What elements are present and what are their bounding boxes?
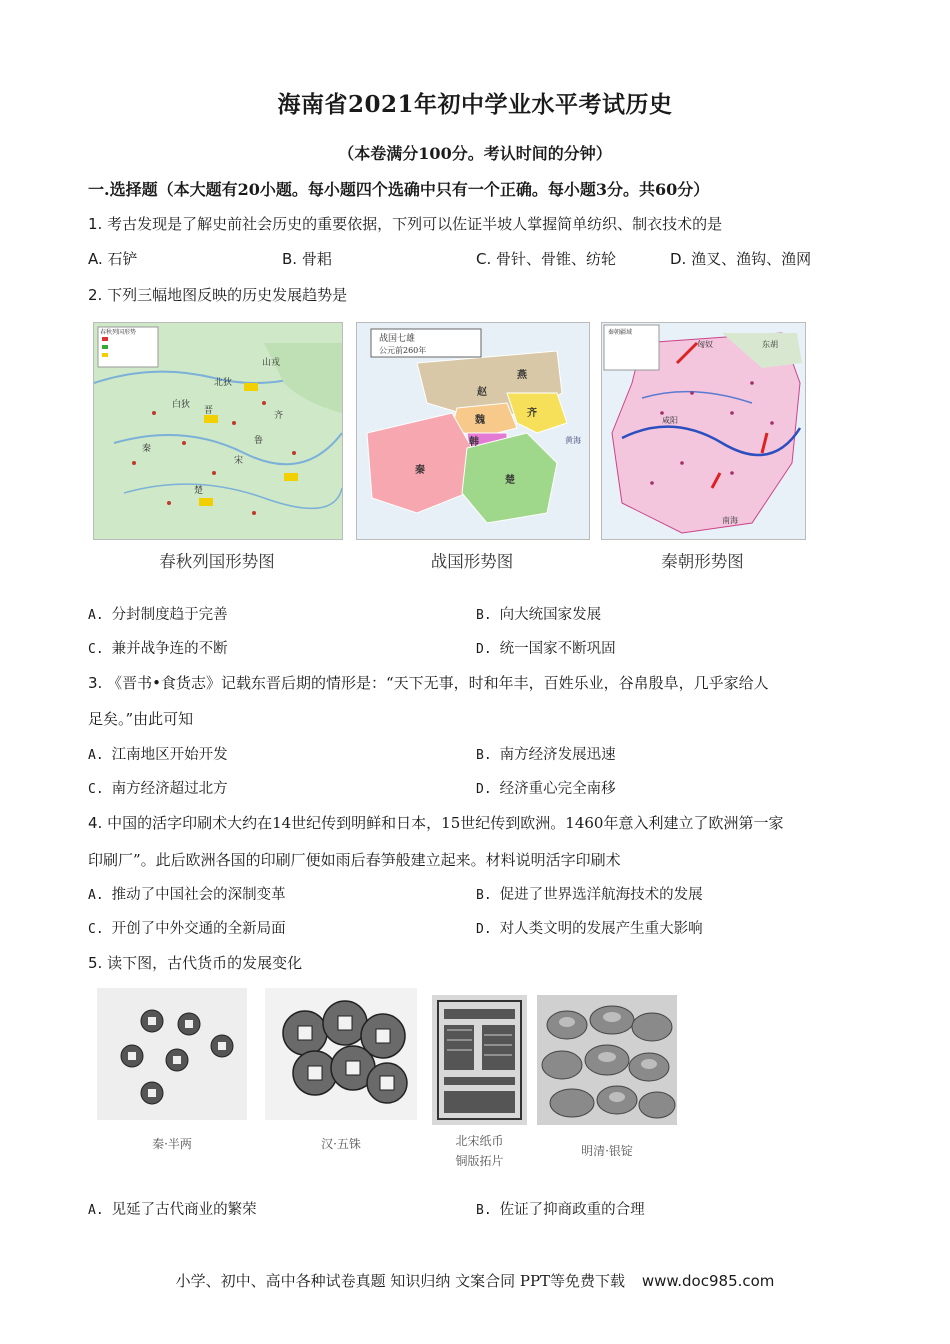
map-warring-states-image	[357, 323, 589, 539]
map2-label: 韩	[469, 437, 479, 448]
map3-label: 南海	[722, 516, 738, 525]
silver-ingot-image-art	[537, 995, 677, 1125]
coin-caption: 汉·五铢	[321, 1137, 361, 1151]
map3-label: 匈奴	[697, 340, 713, 349]
exam-subtitle: （本卷满分100分。考认时间的分钟）	[338, 144, 612, 163]
q1-option-b: B. 骨耜	[282, 250, 332, 268]
footer-text: 小学、初中、高中各种试卷真题 知识归纳 文案合同 PPT等免费下载	[175, 1272, 626, 1290]
paper-money-caption-line1: 北宋纸币	[455, 1134, 504, 1148]
page-footer	[0, 1270, 950, 1291]
question-4-continued: 印刷厂”。此后欧洲各国的印刷厂便如雨后春笋般建立起来。材料说明活字印刷术	[88, 851, 621, 869]
map2-label: 楚	[505, 475, 515, 486]
map1-label: 晋	[204, 406, 214, 416]
coin-caption: 秦·半两	[152, 1137, 192, 1151]
q1-option-c: C. 骨针、骨锥、纺轮	[476, 250, 617, 268]
coin-image-qin	[97, 988, 247, 1120]
coin-image-han	[265, 988, 417, 1120]
map2-label: 秦	[415, 465, 425, 476]
map2-label: 魏	[475, 415, 485, 426]
question-3: 3. 《晋书•食货志》记载东晋后期的情形是：“天下无事，时和年丰，百姓乐业，谷帛殷阜，几乎家给人	[88, 674, 769, 692]
map1-label: 鲁	[254, 436, 264, 446]
question-3-continued: 足矣。”由此可知	[88, 710, 194, 728]
map2-label: 赵	[477, 387, 487, 398]
q3-option-a: A. 江南地区开始开发	[88, 747, 228, 763]
map2-label: 齐	[527, 408, 537, 419]
map3-label: 东胡	[762, 340, 778, 349]
map1-label: 北狄	[214, 378, 233, 388]
paper-money-image	[432, 995, 527, 1125]
map1-label: 山戎	[262, 358, 281, 368]
map-caption: 战国形势图	[430, 552, 514, 571]
question-4: 4. 中国的活字印刷术大约在14世纪传到明鲜和日本，15世纪传到欧洲。1460年意入利建立了欧洲第一家	[88, 814, 784, 832]
section-heading: 一.选择题（本大题有20小题。每小题四个选确中只有一个正确。每小题3分。共60分）	[88, 180, 710, 199]
coin-caption: 明清·银锭	[581, 1144, 633, 1158]
map2-label: 燕	[517, 370, 527, 381]
paper-money-caption-line2: 铜版拓片	[455, 1154, 504, 1168]
map1-label: 白狄	[172, 400, 191, 410]
paper-money-song-image	[432, 995, 527, 1125]
map2-inner-subtitle: 公元前260年	[379, 346, 427, 355]
exam-title: 海南省2021年初中学业水平考试历史	[277, 91, 673, 118]
map1-inner-title: 春秋列国形势	[100, 329, 137, 336]
coin-han-image	[265, 988, 417, 1120]
silver-ingot-image	[537, 995, 677, 1125]
q4-option-a: A. 推动了中国社会的深制变革	[88, 887, 286, 903]
map-spring-autumn-image	[94, 323, 342, 539]
q2-option-a: A. 分封制度趋于完善	[88, 607, 228, 623]
question-1	[88, 213, 722, 234]
q2-option-d: D. 统一国家不断巩固	[476, 641, 616, 657]
q4-option-d: D. 对人类文明的发展产生重大影响	[476, 921, 703, 937]
q1-option-d: D. 渔叉、渔钩、渔网	[670, 250, 812, 268]
q3-option-c: C. 南方经济超过北方	[88, 781, 228, 797]
q2-option-c: C. 兼并战争连的不断	[88, 641, 228, 657]
q2-option-b: B. 向大统国家发展	[476, 607, 602, 623]
q3-option-b: B. 南方经济发展迅速	[476, 747, 616, 763]
map3-inner-title: 秦朝疆域	[608, 329, 633, 336]
question-5: 5. 读下图，古代货币的发展变化	[88, 954, 303, 972]
question-number: 1.	[88, 215, 103, 233]
map-caption: 春秋列国形势图	[159, 552, 275, 571]
map-spring-autumn	[93, 322, 343, 540]
map1-label: 宋	[234, 456, 244, 466]
q1-option-a: A. 石铲	[88, 250, 138, 268]
map2-inner-title: 战国七雄	[379, 334, 416, 344]
map-warring-states	[356, 322, 590, 540]
q4-option-b: B. 促进了世界选洋航海技术的发展	[476, 887, 703, 903]
map2-sea-label: 黄海	[565, 436, 581, 445]
map1-label: 齐	[274, 411, 284, 421]
q3-option-d: D. 经济重心完全南移	[476, 781, 616, 797]
map-qin-dynasty-image	[602, 323, 805, 539]
footer-link[interactable]: www.doc985.com	[641, 1272, 775, 1290]
coin-qin-image	[97, 988, 247, 1120]
q4-option-c: C. 开创了中外交通的全新局面	[88, 921, 286, 937]
map3-label: 咸阳	[662, 416, 678, 425]
map1-label: 楚	[194, 486, 204, 496]
question-2: 2. 下列三幅地图反映的历史发展趋势是	[88, 286, 348, 304]
q5-option-b: B. 佐证了抑商政重的合理	[476, 1202, 645, 1218]
map-caption: 秦朝形势图	[661, 552, 744, 571]
map1-label: 秦	[142, 444, 152, 454]
map-qin-dynasty	[601, 322, 806, 540]
q5-option-a: A. 见延了古代商业的繁荣	[88, 1202, 257, 1218]
question-text: 考古发现是了解史前社会历史的重要依据，下列可以佐证半坡人掌握简单纺织、制衣技术的是	[107, 215, 723, 233]
